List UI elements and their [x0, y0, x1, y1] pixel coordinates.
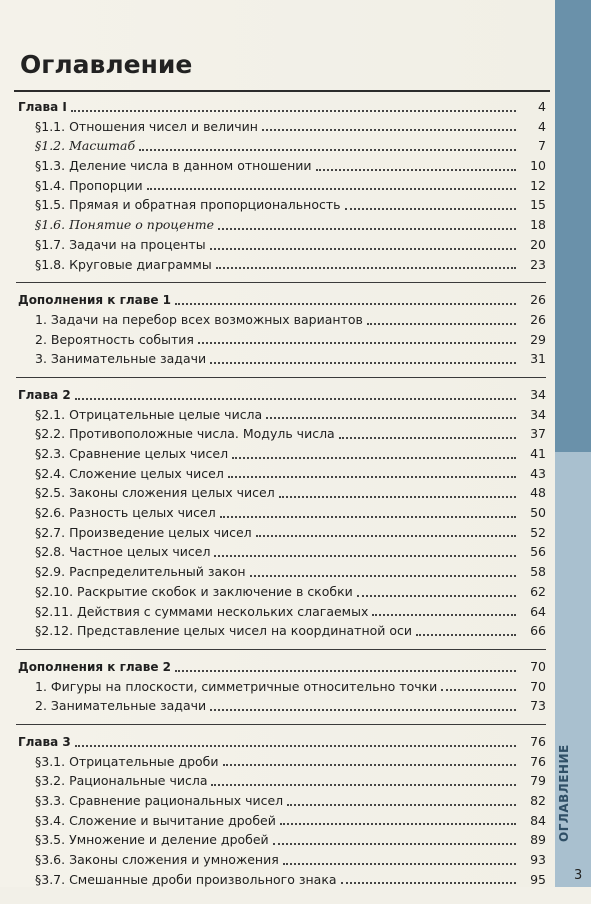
toc-entry-page: 20: [530, 236, 546, 252]
toc-entry-label: §2.4. Сложение целых чисел: [35, 465, 224, 481]
toc-entry-page: 18: [530, 217, 546, 233]
toc-entry[interactable]: [16, 602, 546, 622]
toc-entry-page: 52: [530, 524, 546, 540]
toc-heading-label: Дополнения к главе 2: [18, 659, 172, 674]
toc-entry-page: 26: [530, 311, 546, 327]
toc-entry[interactable]: [16, 696, 546, 716]
toc-section: [16, 385, 546, 650]
leader-dots: [341, 881, 516, 884]
toc-entry-page: 31: [530, 351, 546, 367]
leader-dots: [256, 534, 516, 537]
toc-heading[interactable]: [16, 657, 546, 677]
toc-heading[interactable]: [16, 97, 546, 117]
leader-dots: [262, 128, 516, 131]
toc-entry[interactable]: [16, 850, 546, 870]
toc-entry-label: §1.5. Прямая и обратная пропорциональность: [35, 197, 341, 213]
toc-heading[interactable]: [16, 290, 546, 310]
toc-section: [16, 657, 546, 725]
toc-entry-label: 1. Фигуры на плоскости, симметричные относительно точки: [35, 678, 438, 694]
toc-entry-label: §1.7. Задачи на проценты: [35, 236, 206, 252]
toc-entry[interactable]: [16, 503, 546, 523]
toc-heading[interactable]: [16, 385, 546, 405]
toc-heading-page: 4: [538, 99, 546, 114]
toc-entry-label: §2.6. Разность целых чисел: [35, 505, 216, 521]
toc-entry-page: 73: [530, 698, 546, 714]
toc-entry[interactable]: [16, 752, 546, 772]
toc-entry[interactable]: [16, 621, 546, 641]
toc-entry-page: 48: [530, 485, 546, 501]
toc-entry-label: §3.2. Рациональные числа: [35, 773, 208, 789]
toc-section: [16, 290, 546, 378]
toc-entry-label: §2.11. Действия с суммами нескольких слагаемых: [35, 603, 369, 619]
toc-entry-page: 7: [538, 138, 546, 154]
toc-entry-page: 84: [530, 812, 546, 828]
toc-entry-label: §2.12. Представление целых чисел на координатной оси: [35, 623, 413, 639]
leader-dots: [372, 613, 516, 616]
toc-entry[interactable]: [16, 424, 546, 444]
leader-dots: [316, 168, 516, 171]
toc-entry-label: §3.3. Сравнение рациональных чисел: [35, 793, 284, 808]
toc-entry-label: §2.9. Распределительный закон: [35, 564, 246, 580]
leader-dots: [216, 266, 516, 269]
leader-dots: [71, 109, 516, 112]
toc-entry-page: 41: [530, 446, 546, 461]
toc-entry[interactable]: [16, 235, 546, 255]
leader-dots: [357, 594, 516, 597]
leader-dots: [279, 495, 516, 498]
toc-entry[interactable]: [16, 464, 546, 484]
toc-entry-label: §1.4. Пропорции: [35, 177, 143, 193]
toc-entry-page: 79: [530, 773, 546, 789]
toc-entry-page: 62: [530, 583, 546, 599]
table-of-contents: [16, 97, 546, 904]
toc-entry[interactable]: [16, 830, 546, 850]
toc-entry-page: 37: [530, 426, 546, 442]
toc-entry-label: §1.8. Круговые диаграммы: [35, 256, 212, 272]
toc-heading-page: 26: [530, 292, 546, 308]
toc-entry-page: 34: [530, 406, 546, 422]
toc-entry[interactable]: [16, 117, 546, 137]
toc-entry-page: 95: [530, 871, 546, 887]
page-number: 3: [574, 868, 583, 883]
toc-entry-label: §2.3. Сравнение целых чисел: [35, 446, 229, 461]
toc-entry-label: §1.2. Масштаб: [35, 138, 136, 154]
toc-entry-label: §3.5. Умножение и деление дробей: [35, 832, 269, 848]
leader-dots: [287, 803, 516, 806]
toc-heading-label: Глава 3: [18, 734, 71, 749]
leader-dots: [441, 688, 516, 691]
toc-entry[interactable]: [16, 176, 546, 196]
toc-entry-page: 10: [530, 158, 546, 174]
toc-entry-label: 2. Занимательные задачи: [35, 698, 207, 714]
page-title: Оглавление: [20, 50, 193, 79]
leader-dots: [266, 416, 516, 419]
leader-dots: [210, 708, 516, 711]
leader-dots: [198, 341, 516, 344]
toc-entry[interactable]: [16, 523, 546, 543]
toc-entry-page: 43: [530, 465, 546, 481]
toc-entry[interactable]: [16, 156, 546, 176]
toc-entry-page: 89: [530, 832, 546, 848]
leader-dots: [228, 475, 516, 478]
toc-entry-page: 29: [530, 331, 546, 347]
leader-dots: [273, 842, 516, 845]
toc-entry[interactable]: [16, 483, 546, 503]
toc-entry-page: 70: [530, 678, 546, 694]
leader-dots: [211, 783, 516, 786]
toc-entry-page: 15: [530, 197, 546, 213]
leader-dots: [139, 148, 516, 151]
toc-entry[interactable]: [16, 582, 546, 602]
toc-entry-label: §2.1. Отрицательные целые числа: [35, 406, 263, 422]
toc-heading[interactable]: [16, 732, 546, 752]
toc-entry[interactable]: [16, 349, 546, 369]
leader-dots: [175, 669, 516, 672]
toc-heading-label: Глава 2: [18, 387, 71, 402]
toc-entry[interactable]: [16, 542, 546, 562]
toc-entry-label: 3. Занимательные задачи: [35, 351, 207, 367]
leader-dots: [210, 247, 516, 250]
toc-entry-label: §3.6. Законы сложения и умножения: [35, 852, 279, 868]
toc-entry-page: 93: [530, 852, 546, 868]
toc-heading-label: Дополнения к главе 1: [18, 293, 172, 308]
toc-heading-page: 34: [530, 386, 546, 402]
toc-heading-page: 76: [530, 733, 546, 749]
toc-entry[interactable]: [16, 215, 546, 235]
toc-entry-label: §3.4. Сложение и вычитание дробей: [35, 812, 276, 828]
toc-entry[interactable]: [16, 330, 546, 350]
toc-entry-label: §2.10. Раскрытие скобок и заключение в скобки: [35, 583, 353, 599]
leader-dots: [280, 822, 516, 825]
leader-dots: [283, 862, 516, 865]
leader-dots: [75, 397, 516, 400]
leader-dots: [416, 633, 516, 636]
toc-entry-page: 4: [538, 118, 546, 134]
toc-entry[interactable]: [16, 870, 546, 890]
toc-entry-label: §2.2. Противоположные числа. Модуль числа: [35, 426, 335, 442]
leader-dots: [232, 456, 516, 459]
toc-entry[interactable]: [16, 562, 546, 582]
toc-section: [16, 97, 546, 283]
leader-dots: [147, 187, 516, 190]
toc-entry[interactable]: [16, 195, 546, 215]
leader-dots: [75, 744, 516, 747]
toc-entry-label: 2. Вероятность события: [35, 331, 194, 347]
toc-entry[interactable]: [16, 136, 546, 156]
toc-entry[interactable]: [16, 444, 546, 464]
toc-entry-page: 50: [530, 505, 546, 521]
leader-dots: [220, 515, 516, 518]
toc-entry-page: 82: [530, 793, 546, 808]
toc-entry[interactable]: [16, 310, 546, 330]
side-label: ОГЛАВЛЕНИЕ: [557, 744, 571, 842]
toc-entry[interactable]: [16, 791, 546, 811]
toc-entry-label: §1.3. Деление числа в данном отношении: [35, 158, 312, 174]
toc-entry-label: 1. Задачи на перебор всех возможных вариантов: [35, 311, 363, 327]
toc-heading-page: 70: [530, 658, 546, 674]
toc-entry-page: 76: [530, 753, 546, 769]
toc-entry-page: 12: [530, 177, 546, 193]
toc-entry-label: §2.8. Частное целых чисел: [35, 544, 211, 560]
leader-dots: [345, 207, 517, 210]
leader-dots: [367, 322, 516, 325]
leader-dots: [218, 227, 516, 230]
toc-entry-page: 66: [530, 623, 546, 639]
toc-entry-label: §2.7. Произведение целых чисел: [35, 524, 252, 540]
toc-entry-label: §1.6. Понятие о проценте: [35, 217, 214, 233]
leader-dots: [175, 302, 516, 305]
toc-section: [16, 732, 546, 898]
toc-entry-label: §1.1. Отношения чисел и величин: [35, 118, 258, 134]
toc-entry-page: 58: [530, 564, 546, 580]
toc-entry-label: §3.7. Смешанные дроби произвольного знака: [35, 871, 337, 887]
toc-entry-page: 23: [530, 256, 546, 272]
toc-entry[interactable]: [16, 677, 546, 697]
toc-entry[interactable]: [16, 405, 546, 425]
toc-entry-label: §3.1. Отрицательные дроби: [35, 753, 219, 769]
leader-dots: [210, 361, 516, 364]
toc-entry[interactable]: [16, 811, 546, 831]
leader-dots: [223, 763, 516, 766]
leader-dots: [214, 554, 516, 557]
toc-entry[interactable]: [16, 771, 546, 791]
toc-heading-label: Глава I: [18, 100, 67, 114]
toc-entry-page: 56: [530, 544, 546, 560]
leader-dots: [339, 436, 516, 439]
toc-entry-label: §2.5. Законы сложения целых чисел: [35, 485, 275, 501]
title-rule: [14, 90, 550, 92]
toc-entry-page: 64: [530, 603, 546, 619]
leader-dots: [250, 574, 516, 577]
toc-entry[interactable]: [16, 255, 546, 275]
side-tab-upper: [555, 0, 591, 452]
